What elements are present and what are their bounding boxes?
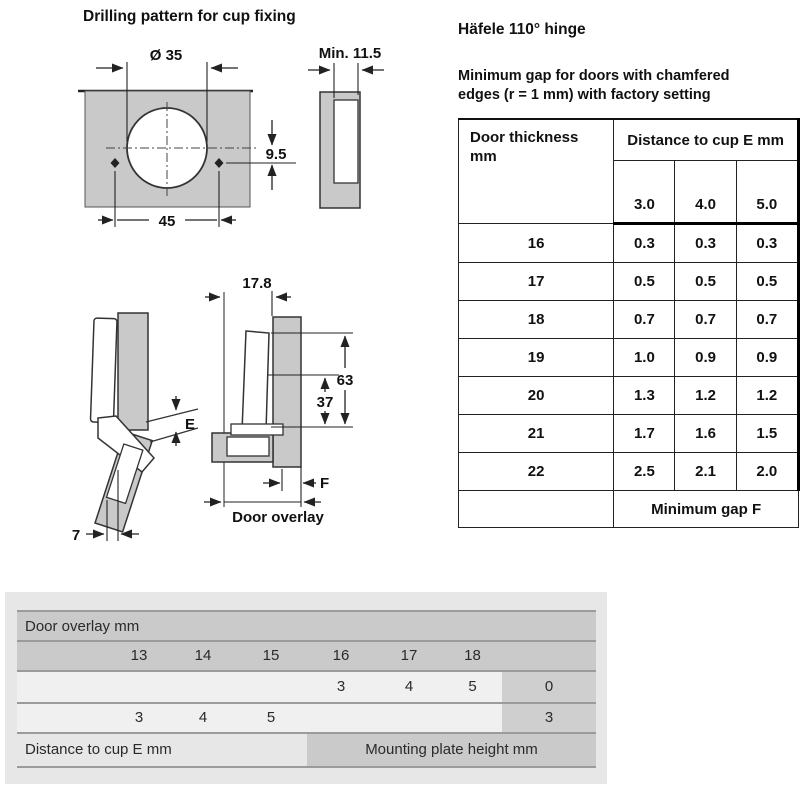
value-cell: 1.2 (675, 377, 736, 415)
overlay-panel (5, 592, 607, 784)
value-cell: 0.3 (736, 224, 798, 263)
minimum-gap-footer: Minimum gap F (614, 491, 799, 528)
thickness-cell: 16 (459, 224, 614, 263)
overlay-value-cell: 15 (235, 642, 307, 670)
dim-diameter-label: Ø 35 (149, 47, 183, 64)
hinge-cup-shape (242, 331, 269, 431)
hinge-title: Häfele 110° hinge (458, 21, 586, 38)
value-cell: 2.1 (675, 453, 736, 491)
value-cell: 0.7 (614, 301, 675, 339)
spacer-cell (502, 642, 596, 670)
e-distance-cell: 5 (235, 704, 307, 732)
value-cell: 1.2 (736, 377, 798, 415)
dim-gap-e-label: E (185, 416, 196, 433)
value-cell: 1.0 (614, 339, 675, 377)
upper-values-row (17, 670, 596, 702)
overlay-header-row (17, 610, 596, 640)
gap-spec-table (458, 118, 800, 528)
mounting-plate-label: Mounting plate height mm (307, 734, 596, 766)
overlay-value-cell: 16 (307, 642, 375, 670)
empty-cell (107, 672, 171, 702)
table-row (459, 301, 799, 339)
value-cell: 0.5 (736, 263, 798, 301)
empty-cell (375, 704, 443, 732)
plate-height-cell: 3 (502, 704, 596, 732)
empty-cell (17, 704, 107, 732)
drilling-pattern-drawing (78, 47, 296, 230)
gap-note (458, 67, 730, 105)
value-cell: 2.5 (614, 453, 675, 491)
door-overlay-label: Door overlay (232, 509, 324, 526)
thickness-cell: 19 (459, 339, 614, 377)
e-distance-cell: 3 (107, 704, 171, 732)
dim-min-depth-label: Min. 11.5 (318, 45, 382, 62)
footer-row (459, 491, 799, 528)
value-cell: 0.3 (614, 224, 675, 263)
thickness-cell: 18 (459, 301, 614, 339)
table-row (459, 339, 799, 377)
value-cell: 2.0 (736, 453, 798, 491)
subcol-4.0: 4.0 (675, 161, 736, 224)
e-distance-cell: 3 (307, 672, 375, 702)
table-row (459, 415, 799, 453)
gap-note-line1: Minimum gap for doors with chamfered (458, 68, 730, 84)
thickness-cell: 22 (459, 453, 614, 491)
value-cell: 0.9 (675, 339, 736, 377)
drilling-title: Drilling pattern for cup fixing (83, 8, 296, 25)
thickness-cell: 20 (459, 377, 614, 415)
open-hinge-drawing (72, 313, 198, 544)
thickness-cell: 21 (459, 415, 614, 453)
value-cell: 0.5 (614, 263, 675, 301)
overlay-value-cell: 13 (107, 642, 171, 670)
overlay-value-cell: 18 (443, 642, 502, 670)
hinge-arm-shape (90, 318, 117, 423)
e-distance-cell: 4 (171, 704, 235, 732)
closed-hinge-drawing (204, 275, 353, 526)
empty-cell (17, 672, 107, 702)
cabinet-panel-shape (118, 313, 148, 430)
overlay-value-cell: 14 (171, 642, 235, 670)
empty-cell (171, 672, 235, 702)
distance-to-cup-header: Distance to cup E mm (614, 119, 799, 161)
overlay-value-cell: 17 (375, 642, 443, 670)
value-cell: 0.3 (675, 224, 736, 263)
dim-inner-height-label: 37 (316, 394, 334, 411)
value-cell: 1.7 (614, 415, 675, 453)
table-header-row (459, 119, 799, 161)
table-row (459, 453, 799, 491)
overlay-header-label: Door overlay mm (25, 618, 140, 635)
value-cell: 0.5 (675, 263, 736, 301)
hinge-foot-shape (231, 424, 283, 435)
drilling-depth-side-view (308, 45, 384, 208)
value-cell: 1.5 (736, 415, 798, 453)
labels-row (17, 732, 596, 768)
gap-note-line2: edges (r = 1 mm) with factory setting (458, 87, 711, 103)
distance-to-cup-label: Distance to cup E mm (17, 734, 307, 766)
e-distance-cell: 4 (375, 672, 443, 702)
dim-cup-distance-label: 17.8 (242, 275, 272, 292)
lower-values-row (17, 702, 596, 732)
dim-offset-label: 9.5 (265, 146, 287, 163)
overlay-values-row (17, 640, 596, 670)
dim-pivot-label: 7 (71, 527, 81, 544)
table-row (459, 377, 799, 415)
e-distance-cell: 5 (443, 672, 502, 702)
table-row (459, 224, 799, 263)
dim-gap-f-label: F (320, 475, 330, 492)
empty-cell (307, 704, 375, 732)
door-section-shape (273, 317, 301, 467)
subcol-5.0: 5.0 (736, 161, 798, 224)
value-cell: 0.9 (736, 339, 798, 377)
overlay-table (17, 610, 596, 768)
dim-spacing-label: 45 (158, 213, 176, 230)
plate-height-cell: 0 (502, 672, 596, 702)
spacer-cell (17, 642, 107, 670)
door-thickness-header: Door thickness mm (459, 119, 614, 224)
mounting-plate-shape (227, 437, 269, 456)
empty-cell (235, 672, 307, 702)
subcol-3.0: 3.0 (614, 161, 675, 224)
thickness-cell: 17 (459, 263, 614, 301)
value-cell: 0.7 (675, 301, 736, 339)
empty-cell (459, 491, 614, 528)
value-cell: 1.3 (614, 377, 675, 415)
empty-cell (443, 704, 502, 732)
cup-bore-shape (334, 100, 358, 183)
value-cell: 0.7 (736, 301, 798, 339)
dim-height-label: 63 (336, 372, 354, 389)
value-cell: 1.6 (675, 415, 736, 453)
table-row (459, 263, 799, 301)
